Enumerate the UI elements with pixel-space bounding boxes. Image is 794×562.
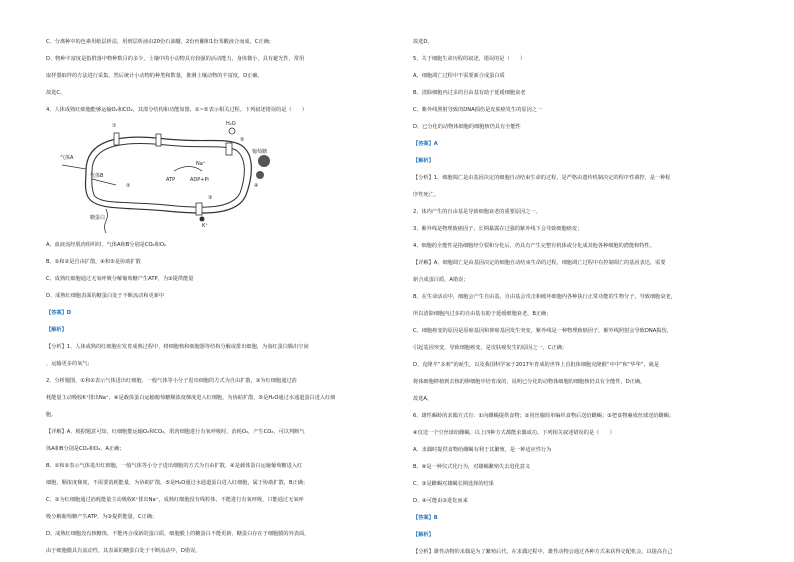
label-na: Na⁺ <box>196 161 206 167</box>
option-d: D、成熟红细胞表面的糖蛋白处于不断流动和更新中 <box>46 293 165 299</box>
answer-tag: 【答案】B <box>413 515 438 521</box>
text-line: C、③为红细胞通过消耗能量主动吸收K⁺排出Na⁺，成熟红细胞没有线粒体，不能进行有氧呼吸，只能通过无氧呼 <box>46 497 304 503</box>
option-b: B、①和②是自由扩散，④和⑤是协助扩散 <box>46 259 141 265</box>
label-glucose: 葡萄糖 <box>252 149 268 155</box>
text-line: 故选A。 <box>413 396 433 402</box>
label-gas-b: 气体B <box>90 173 104 179</box>
question-4-stem: 4、人体成熟红细胞能够运输O₂和CO₂，其部分结构和功能如图，①~⑤表示相关过程。下列叙述错误的是（ ） <box>46 107 308 113</box>
text-line: 新合成蛋白质，A错误； <box>413 277 469 283</box>
option-d: D、已分化的动物体细胞的细胞核仍具有全能性 <box>413 124 521 130</box>
channel-top-left <box>114 133 119 145</box>
text-line: C、细胞癌变的原因是原癌基因和抑癌基因发生突变，紫外线是一种物理致癌因子，紫外线照射会导致DNA损伤， <box>413 328 672 334</box>
text-line: 4、细胞的全能性是指细胞经分裂和分化后，仍具有产生完整有机体或分化成其他各种细胞的潜能和特性。 <box>413 243 655 249</box>
label-process-2: ② <box>126 183 131 189</box>
text-line: 【详解】A、细胞凋亡是由基因决定的细胞自动结束生命的过程，细胞凋亡过程中有控制凋亡的基因表达，需要 <box>413 260 666 266</box>
left-column <box>46 34 401 560</box>
text-line: D、成熟红细胞没有核糖体，不能再合成新的蛋白质，细胞膜上的糖蛋白不能更新，糖蛋白存在于细胞膜的外表面， <box>46 531 310 537</box>
text-line: 【分析】1、细胞凋亡是由基因决定的细胞自动结束生命的过程，是严格由遗传机制决定的程序性调控，是一种程 <box>413 175 671 181</box>
option-a: A、求偶时提供食物给雌蝎有利于其繁殖，是一种适应性行为 <box>413 447 552 453</box>
text-line: D、克隆羊“多莉”的诞生，以及我国科学家于2017年育成的世界上首批体细胞克隆猴“中中”和“华华”，就是 <box>413 362 660 368</box>
potassium-ion <box>200 217 205 222</box>
text-line: 2、分析题图，①和②表示气体进出红细胞，一般气体等小分子进出细胞的方式为自由扩散，③为红细胞通过消 <box>46 378 297 384</box>
answer-tag: 【答案】D <box>46 310 72 316</box>
text-line: 故选D。 <box>413 39 433 45</box>
text-line: ，运输更多的氧气； <box>46 361 93 367</box>
text-line: 所以清除细胞内过多的自由基有助于延缓细胞衰老，B正确； <box>413 311 552 317</box>
arrow-gas-b <box>92 179 116 185</box>
label-gas-a: 气体A <box>60 155 74 161</box>
text-line: 由于细胞膜具有流动性，其表面的糖蛋白处于不断流动中，D错误。 <box>46 548 201 554</box>
label-h2o: H₂O <box>226 121 236 127</box>
glucose-molecule <box>258 155 270 167</box>
label-k: K⁺ <box>202 223 208 229</box>
text-line: 引起基因突变，导致细胞癌变，是皮肤癌发生的原因之一，C正确； <box>413 345 568 351</box>
label-process-5: ⑤ <box>240 137 245 143</box>
text-line: 序性死亡。 <box>413 192 439 198</box>
analysis-tag: 【解析】 <box>413 158 434 164</box>
option-a: A、血液流经肌肉组织时，气体A和B分别是CO₂和O₂ <box>46 242 166 248</box>
channel-bottom <box>196 203 202 215</box>
text-line: 耗能量主动吸收K⁺排出Na⁺，④是载体蛋白运输葡萄糖顺浓度梯度进入红细胞，为协助扩散，⑤是H₂O通过水通道蛋白进入红细 <box>46 395 336 401</box>
question-5-stem: 5、关于细胞生命历程的叙述，错误的是（ ） <box>413 56 526 62</box>
text-line: C、分离种中的色素用纸层析法，用到层析液由20份石油醚、2份丙酮和1份苯酸液合而成，C正确； <box>46 39 274 45</box>
glycoprotein-chain <box>105 209 108 233</box>
label-process-1: ① <box>112 123 117 129</box>
right-column <box>413 34 765 561</box>
question-6-stem: 6、雄性蝎蛉的求偶方式有：①向雌蝎提供食物；②用丝腺简单编织食物后送给雌蝎；③把食物裹成丝球送给雌蝎； <box>413 413 675 419</box>
text-line: 胞。 <box>46 412 57 418</box>
option-c: C、紫外线照射导致的DNA损伤是皮肤癌发生的原因之一 <box>413 107 543 113</box>
arrow-gas-a <box>62 165 86 169</box>
text-line: 吸分解葡萄糖产生ATP，为③提供能量，C正确； <box>46 514 158 520</box>
option-c: C、成熟红细胞通过无氧呼吸分解葡萄糖产生ATP，为③提供能量 <box>46 276 194 282</box>
text-line: 3、紫外线是物理致癌因子，长期暴露在过强的紫外线下会导致细胞癌变； <box>413 226 583 232</box>
channel-top-mid <box>156 134 161 146</box>
inner-membrane <box>92 143 245 207</box>
text-line: 【分析】雄性动物的求偶是为了繁殖后代，在求偶过程中，雄性动物会通过各种方式来获得交配机会，以提高自己 <box>413 549 673 555</box>
option-b: B、清除细胞内过多的自由基有助于延缓细胞衰老 <box>413 90 526 96</box>
text-line: 【分析】1、人体成熟的红细胞在发育成熟过程中，将细胞核和细胞器等结构分解或排出细胞，为血红蛋白腾出空间 <box>46 344 309 350</box>
label-atp: ATP <box>166 177 176 183</box>
glucose-molecule <box>256 171 264 179</box>
text-line: 细胞，顺浓度梯度，不需要消耗能量，为协助扩散，⑤是H₂O通过水通道蛋白进入红细胞，属于协助扩散，B正确； <box>46 480 309 486</box>
option-b: B、④是一种仪式化行为，对雄蝎繁殖失去进化意义 <box>413 464 531 470</box>
label-process-4: ④ <box>254 183 259 189</box>
option-c: C、③是雌蝎对雄蝎长期选择的结果 <box>413 481 494 487</box>
text-line: B、在生命活动中，细胞会产生自由基，自由基会攻击和破坏细胞内各种执行正常功能的生物分子，导致细胞衰老， <box>413 294 676 300</box>
text-line: B、①和②表示气体进出红细胞，一般气体等小分子进出细胞的方式为自由扩散，④是载体蛋白运输葡萄糖进入红 <box>46 463 303 469</box>
red-blood-cell-diagram <box>56 119 286 237</box>
water-channel <box>226 143 232 155</box>
analysis-tag: 【解析】 <box>46 327 67 333</box>
text-line: 【详解】A、根据题意可知，红细胞能运输O₂和CO₂，肌肉细胞进行有氧呼吸时，消耗O₂，产生CO₂，可以判断气 <box>46 429 305 435</box>
water-molecule <box>229 128 235 134</box>
text-line: 将体细胞移植到去核的卵细胞中培育成的，说明已分化的动物体细胞的细胞核仍具有全能性，D正确。 <box>413 379 646 385</box>
text-line: 故选C。 <box>46 90 66 96</box>
text-line: D、物种丰富度是指群落中物种数目的多少，土壤中的小动物具有较强的活动能力，身体微小，具有避光性，常用 <box>46 56 305 62</box>
text-line: ④仅送一个空丝球给雌蝎。以上四种方式都能求偶成功。下列相关叙述错误的是（ ） <box>413 430 615 436</box>
text-line: 取样器取样的方法进行采集，然后统计小动物的种类和数量，推测土壤动物的丰富度，D正确。 <box>46 73 263 79</box>
option-a: A、细胞凋亡过程中不需要新合成蛋白质 <box>413 73 505 79</box>
text-line: 体A和B分别是CO₂和O₂，A正确； <box>46 446 125 452</box>
text-line: 2、体内产生的自由基是导致细胞衰老的重要原因之一。 <box>413 209 541 215</box>
option-d: D、④可能由③进化而来 <box>413 498 468 504</box>
answer-tag: 【答案】A <box>413 141 438 147</box>
label-glycoprotein: 糖蛋白 <box>90 215 106 221</box>
atp-arrow <box>174 167 202 172</box>
analysis-tag: 【解析】 <box>413 532 434 538</box>
label-process-3: ③ <box>208 195 213 201</box>
label-adp: ADP+Pi <box>190 177 209 183</box>
